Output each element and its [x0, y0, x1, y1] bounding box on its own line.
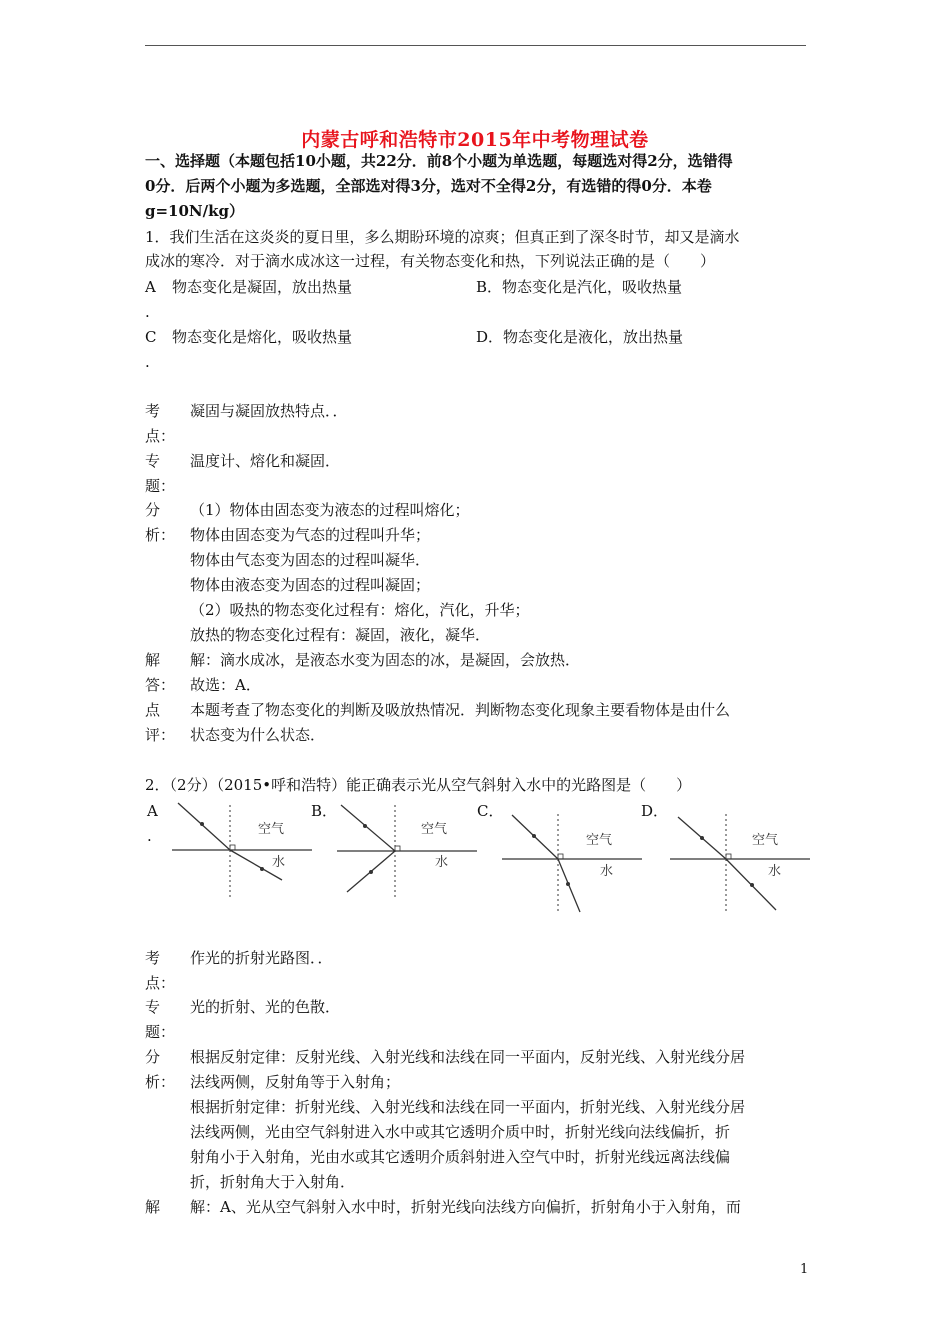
q2-zhuanti-label-1: 专 [145, 998, 161, 1016]
right-angle-mark [558, 854, 563, 859]
q2-stem: 2．（2分）（2015•呼和浩特）能正确表示光从空气斜射入水中的光路图是（ ） [145, 776, 692, 794]
q2-fenxi-line-1: 根据反射定律：反射光线、入射光线和法线在同一平面内，反射光线、入射光线分居 [190, 1048, 746, 1066]
q2-diagram-a [170, 800, 315, 900]
q2-zhuanti-label-2: 题： [145, 1023, 176, 1041]
q2-fenxi-label-2: 析： [145, 1073, 176, 1091]
q1-jieda-label-1: 解 [145, 651, 161, 669]
refracted-arrow-dot [750, 883, 754, 887]
q2-diagram-c [500, 812, 645, 914]
q1-fenxi-line-1: （1）物体由固态变为液态的过程叫熔化； [190, 501, 470, 519]
incident-ray [341, 805, 395, 851]
q2-zhuanti: 光的折射、光的色散． [190, 998, 341, 1016]
incident-ray [178, 803, 230, 850]
refracted-arrow-dot [260, 867, 264, 871]
section-heading-line-3: g=10N/kg） [145, 202, 245, 220]
q1-option-c: 物态变化是熔化，吸收热量 [172, 328, 353, 346]
q2-fig-label-d: D． [641, 802, 669, 820]
q2-fenxi-line-2: 法线两侧，反射角等于入射角； [190, 1073, 401, 1091]
q2-kaodian-label-1: 考 [145, 949, 161, 967]
water-label: 水 [768, 864, 782, 879]
q2-fig-label-c: C． [477, 802, 504, 820]
q1-kaodian-label-1: 考 [145, 402, 161, 420]
q1-fenxi-line-6: 放热的物态变化过程有：凝固，液化，凝华． [190, 626, 491, 644]
q2-kaodian: 作光的折射光路图．． [190, 949, 333, 967]
q2-diagram-d [668, 812, 813, 914]
page-title: 内蒙古呼和浩特市2015年中考物理试卷 [301, 129, 649, 151]
water-label: 水 [272, 855, 286, 870]
air-label: 空气 [421, 822, 448, 837]
q2-diagram-b [335, 800, 480, 900]
q1-jieda-line-1: 解：滴水成冰，是液态水变为固态的冰，是凝固，会放热． [190, 651, 581, 669]
incident-arrow-dot [200, 822, 204, 826]
q2-fenxi-line-5: 射角小于入射角，光由水或其它透明介质斜射进入空气中时，折射光线远离法线偏 [190, 1148, 731, 1166]
q1-zhuanti-label-2: 题： [145, 477, 176, 495]
q1-fenxi-label-1: 分 [145, 501, 161, 519]
q2-fenxi-label-1: 分 [145, 1048, 161, 1066]
q1-option-d: D．物态变化是液化，放出热量 [476, 328, 684, 346]
right-angle-mark [230, 845, 235, 850]
refracted-arrow-dot [566, 882, 570, 886]
q2-kaodian-label-2: 点： [145, 974, 176, 992]
q2-fenxi-line-3: 根据折射定律：折射光线、入射光线和法线在同一平面内，折射光线、入射光线分居 [190, 1098, 746, 1116]
water-label: 水 [435, 855, 449, 870]
q1-fenxi-line-3: 物体由气态变为固态的过程叫凝华． [190, 551, 431, 569]
q1-option-a-letter: A [145, 278, 156, 296]
q2-fenxi-line-6: 折，折射角大于入射角． [190, 1173, 356, 1191]
section-heading-line-1: 一、选择题（本题包括10小题，共22分．前8个小题为单选题，每题选对得2分，选错得 [145, 152, 733, 170]
q2-fenxi-line-4: 法线两侧，光由空气斜射进入水中或其它透明介质中时，折射光线向法线偏折，折 [190, 1123, 731, 1141]
q1-fenxi-line-2: 物体由固态变为气态的过程叫升华； [190, 526, 431, 544]
q1-zhuanti-label-1: 专 [145, 452, 161, 470]
q1-dianping-line-1: 本题考查了物态变化的判断及吸放热情况．判断物态变化现象主要看物体是由什么 [190, 701, 731, 719]
q1-dianping-label-2: 评： [145, 726, 176, 744]
q1-kaodian-label-2: 点： [145, 427, 176, 445]
air-label: 空气 [752, 833, 779, 848]
air-label: 空气 [586, 833, 613, 848]
air-label: 空气 [258, 822, 285, 837]
q1-option-a: 物态变化是凝固，放出热量 [172, 278, 353, 296]
q1-dianping-line-2: 状态变为什么状态． [190, 726, 326, 744]
q1-dianping-label-1: 点 [145, 701, 161, 719]
header-rule [145, 45, 806, 46]
refracted-arrow-dot [369, 870, 373, 874]
q1-option-c-letter: C [145, 328, 157, 346]
q2-fig-label-b: B． [311, 802, 338, 820]
q1-option-b: B．物态变化是汽化，吸收热量 [476, 278, 683, 296]
q1-stem-line-2: 成冰的寒冷．对于滴水成冰这一过程，有关物态变化和热，下列说法正确的是（ ） [145, 252, 716, 270]
q1-option-c-dot: . [145, 353, 150, 371]
incident-arrow-dot [700, 836, 704, 840]
q1-zhuanti: 温度计、熔化和凝固． [190, 452, 341, 470]
q1-jieda-label-2: 答： [145, 676, 176, 694]
water-label: 水 [600, 864, 614, 879]
q1-fenxi-line-5: （2）吸热的物态变化过程有：熔化，汽化，升华； [190, 601, 530, 619]
q2-jieda-line-1: 解：A、光从空气斜射入水中时，折射光线向法线方向偏折，折射角小于入射角，而 [190, 1198, 741, 1216]
q1-fenxi-line-4: 物体由液态变为固态的过程叫凝固； [190, 576, 431, 594]
incident-arrow-dot [532, 834, 536, 838]
q1-jieda-line-2: 故选：A． [190, 676, 261, 694]
q1-stem-line-1: 1．我们生活在这炎炎的夏日里，多么期盼环境的凉爽；但真正到了深冬时节，却又是滴水 [145, 228, 740, 246]
q2-jieda-label-1: 解 [145, 1198, 161, 1216]
q2-fig-label-a-dot: . [147, 827, 152, 845]
section-heading-line-2: 0分．后两个小题为多选题，全部选对得3分，选对不全得2分，有选错的得0分．本卷 [145, 177, 712, 195]
right-angle-mark [726, 854, 731, 859]
page-number: 1 [800, 1262, 809, 1277]
q1-option-a-dot: . [145, 303, 150, 321]
q1-fenxi-label-2: 析： [145, 526, 176, 544]
right-angle-mark [395, 846, 400, 851]
incident-arrow-dot [363, 824, 367, 828]
q1-kaodian: 凝固与凝固放热特点．． [190, 402, 348, 420]
q2-fig-label-a: A [147, 802, 158, 820]
